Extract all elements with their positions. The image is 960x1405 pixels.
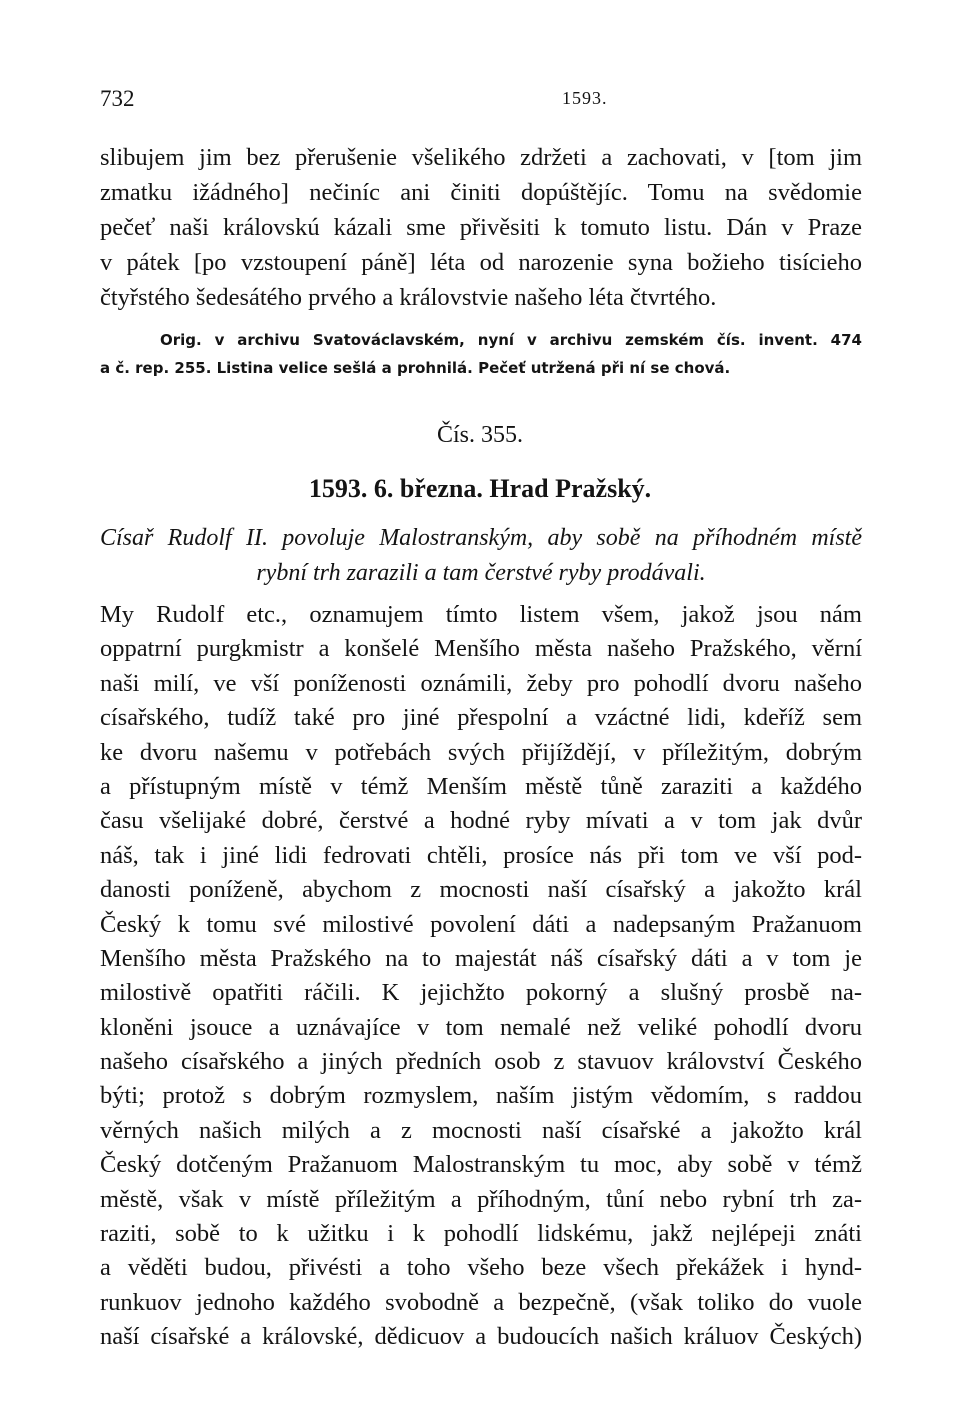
note-line: Orig. v archivu Svatováclavském, nyní v archivu zemském čís. invent. 474 xyxy=(160,331,862,349)
text-line: pečeť naši královskú kázali sme přivěsiti k tomuto listu. Dán v Praze xyxy=(100,214,862,241)
text-line: oppatrní purgkmistr a konšelé Menšího města našeho Pražského, věrní xyxy=(100,635,862,663)
text-line: Český dotčeným Pražanuom Malostranským tu moc, aby sobě v témž xyxy=(100,1151,862,1179)
regest-summary xyxy=(100,521,862,591)
text-line: danosti poníženě, abychom z mocnosti naší císařský a jakožto král xyxy=(100,876,862,904)
regest-line: rybní trh zarazili a tam čerstvé ryby prodávali. xyxy=(256,560,706,586)
text-line: našeho císařského a jiných předních osob z stavuov království Českého xyxy=(100,1048,862,1076)
page-number: 732 xyxy=(100,86,135,111)
text-line: a věděti budou, přivésti a toho všeho beze všech překážek i hynd- xyxy=(100,1254,862,1282)
text-line: naší císařské a královské, dědicuov a budoucích našich králuov Českých) xyxy=(100,1323,862,1351)
text-line: v pátek [po vzstoupení páně] léta od narozenie syna božieho tisícieho xyxy=(100,249,862,276)
text-line: zmatku ižádného] nečiníc ani činiti dopúštějíc. Tomu na svědomie xyxy=(100,179,862,206)
text-line: runkuov jednoho každého svobodně a bezpečně, (však toliko do vuole xyxy=(100,1288,862,1316)
regest-line: Císař Rudolf II. povoluje Malostranským, aby sobě na příhodném místě xyxy=(100,525,862,551)
text-line: městě, však v místě příležitým a příhodným, tůní nebo rybní trh za- xyxy=(100,1185,862,1213)
paragraph-closing-text xyxy=(100,140,862,315)
text-line: My Rudolf etc., oznamujem tímto listem všem, jakož jsou nám xyxy=(100,601,862,628)
text-line: býti; protož s dobrým rozmyslem, naším jistým vědomím, s raddou xyxy=(100,1082,862,1110)
running-head: 1593. xyxy=(562,88,608,108)
text-line: naši milí, ve vší poníženosti oznámili, žeby pro pohodlí dvoru našeho xyxy=(100,669,862,697)
document-number: Čís. 355. xyxy=(436,422,523,448)
text-line: Menšího města Pražského na to majestát náš císařský dáti a v tom je xyxy=(100,944,862,972)
page-header xyxy=(100,86,860,116)
note-line: a č. rep. 255. Listina velice sešlá a prohnilá. Pečeť utržená při ní se chová. xyxy=(100,359,731,377)
text-line: císařského, tudíž také pro jiné přespolní a vzáctné lidi, kdeříž sem xyxy=(100,704,862,732)
text-line: náš, tak i jiné lidi fedrovati chtěli, prosíce nás při tom ve vší pod- xyxy=(100,841,862,869)
archival-note xyxy=(100,326,862,382)
text-line: času všelijaké dobré, čerstvé a hodné ryby mívati a v tom jak dvůr xyxy=(100,807,862,835)
paragraph-charter-text xyxy=(100,598,862,1355)
text-line: a přístupným místě v témž Menším městě tůně zaraziti a každého xyxy=(100,772,862,800)
text-line: milostivě opatřiti ráčili. K jejichžto pokorný a slušný prosbě na- xyxy=(100,979,862,1007)
text-line: raziti, sobě to k užitku i k pohodlí lidskému, jakž nejlépeji znáti xyxy=(100,1220,862,1248)
text-line: kloněni jsouce a uznávajíce v tom nemalé než veliké pohodlí dvoru xyxy=(100,1013,862,1041)
document-date-heading: 1593. 6. března. Hrad Pražský. xyxy=(308,474,652,503)
text-line: věrných našich milých a z mocnosti naší císařské a jakožto král xyxy=(100,1116,862,1144)
text-line: Český k tomu své milostivé povolení dáti a nadepsaným Pražanuom xyxy=(100,910,862,938)
text-line: ke dvoru našemu v potřebách svých přijíždějí, v příležitým, dobrým xyxy=(100,738,862,766)
text-line: čtyřstého šedesátého prvého a královstvie našeho léta čtvrtého. xyxy=(100,284,717,311)
text-line: slibujem jim bez přerušenie všelikého zdržeti a zachovati, v [tom jim xyxy=(100,144,862,171)
